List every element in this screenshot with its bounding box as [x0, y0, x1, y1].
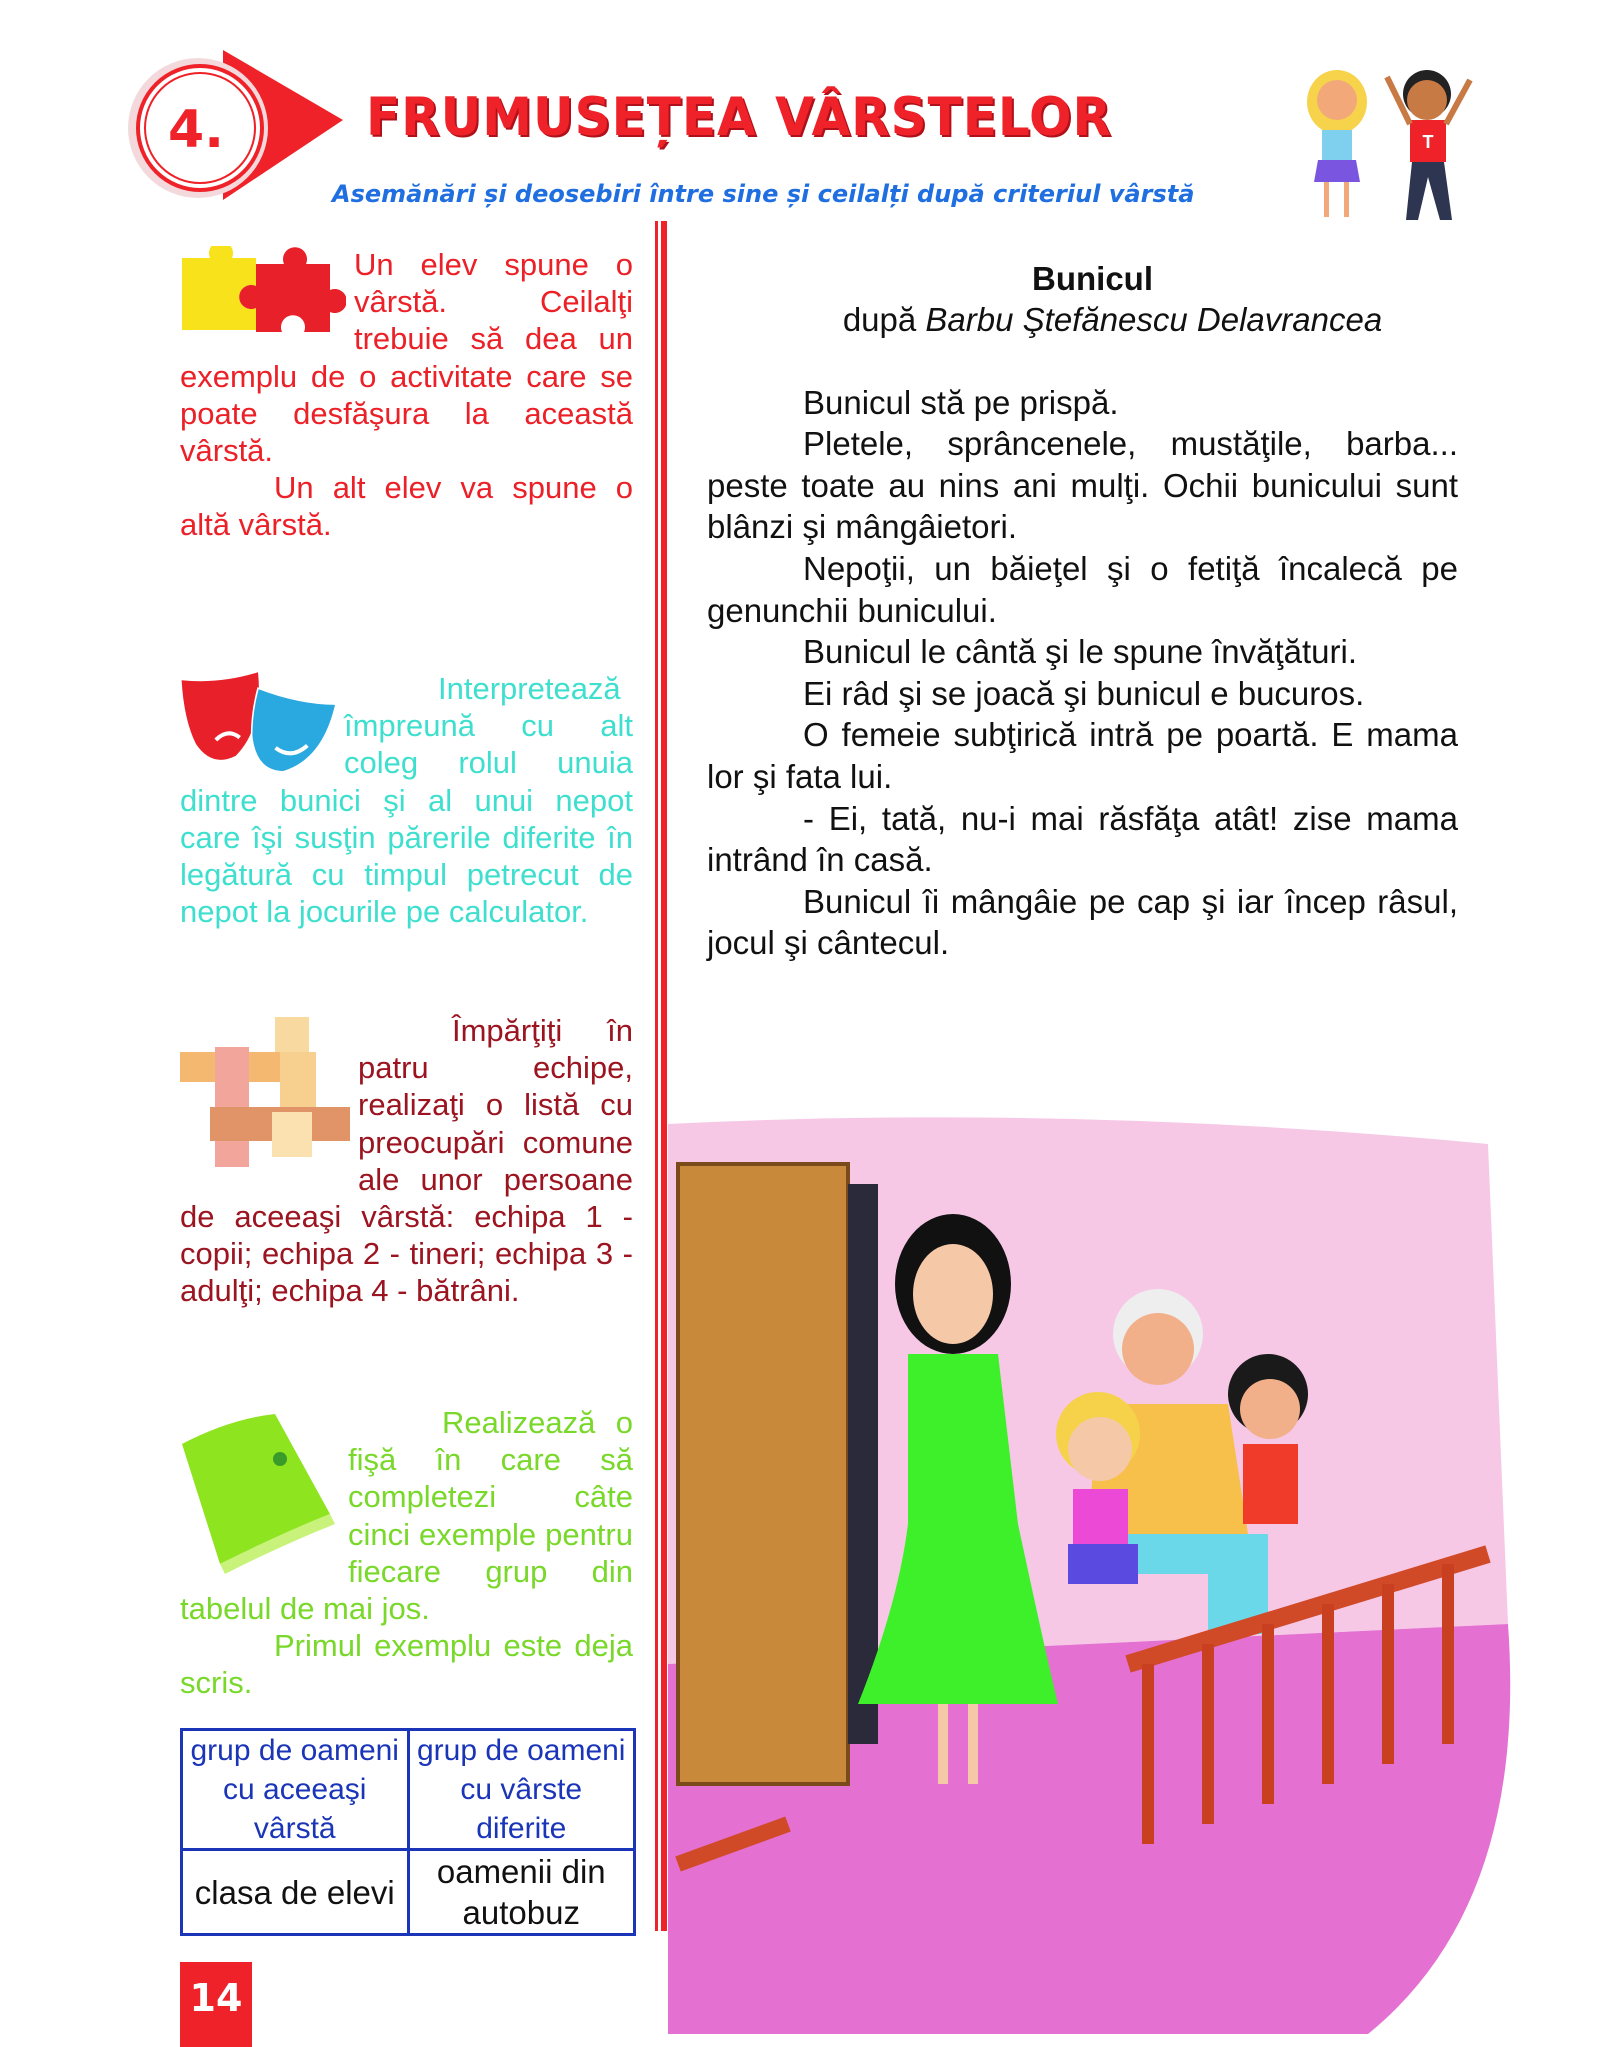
column-divider [655, 221, 667, 1931]
table-header: grup de oameni cu aceeaşi vârstă [182, 1730, 409, 1850]
theater-masks-icon [180, 670, 336, 778]
story-paragraph: Bunicul le cântă şi le spune învăţături. [803, 633, 1357, 671]
activity-age-examples [180, 246, 633, 544]
lesson-number-badge [128, 50, 358, 210]
page-subtitle: Asemănări și deosebiri între sine și ceilalți după criteriul vârstă [332, 180, 1195, 208]
age-groups-table [180, 1728, 636, 1936]
activity-text: Realizează o fişă în care să completezi câte cinci exemple pentru fiecare grup din tabelul de mai jos. [180, 1405, 633, 1627]
activity-team-list [180, 1012, 633, 1310]
puzzle-icon [180, 246, 346, 350]
story-paragraph: Pletele, sprâncenele, mustăţile, barba... peste toate au nins ani mulţi. Ochii bunicului sunt blânzi şi mângâietori. [707, 425, 1458, 546]
table-header: grup de oameni cu vârste diferite [408, 1730, 635, 1850]
story-author: Barbu Ştefănescu Delavrancea [925, 301, 1383, 338]
svg-text:T: T [1422, 132, 1434, 152]
table-cell: oamenii din autobuz [408, 1850, 635, 1935]
activity-text: Interpretează împreună cu alt coleg rolul unuia dintre bunici şi al unui nepot care îşi susţin părerile diferite în legătură cu timpul petrecut de nepot la jocurile pe calculator. [180, 671, 633, 930]
story-paragraph: Ei râd şi se joacă şi bunicul e bucuros. [803, 674, 1365, 712]
waving-children-illustration [1292, 62, 1482, 224]
family-porch-illustration [668, 1104, 1528, 2044]
story-paragraph: Bunicul stă pe prispă. [803, 383, 1119, 421]
folder-icon [180, 1404, 340, 1590]
activity-text: Primul exemplu este deja scris. [180, 1628, 633, 1701]
page-title: FRUMUSEȚEA VÂRSTELOR [366, 86, 1113, 148]
author-prefix: după [842, 301, 926, 338]
activity-text: Un elev spune o vârstă. Ceilalţi trebuie să dea un exemplu de o activitate care se poate desfăşura la această vârstă. [180, 247, 633, 469]
story-paragraph: Nepoţii, un băieţel şi o fetiţă încalecă pe genunchii bunicului. [707, 549, 1458, 629]
story-paragraph: - Ei, tată, nu-i mai răsfăţa atât! zise mama intrând în casă. [707, 799, 1458, 879]
story-title: Bunicul [1032, 260, 1153, 297]
story-paragraph: Bunicul îi mângâie pe cap şi iar încep râsul, jocul şi cântecul. [707, 882, 1458, 962]
activity-worksheet [180, 1404, 633, 1702]
joined-hands-icon [180, 1012, 350, 1198]
activity-text: Împărţiţi în patru echipe, realizaţi o listă cu preocupări comune ale unor persoane de aceeaşi vârstă: echipa 1 - copii; echipa 2 - tineri; echipa 3 - adulţi; echipa 4 - bătrâni. [180, 1013, 633, 1309]
story-text [707, 258, 1458, 964]
lesson-number: 4. [168, 100, 224, 160]
table-cell: clasa de elevi [182, 1850, 409, 1935]
story-author-line [707, 299, 1458, 341]
activity-role-play [180, 670, 633, 930]
story-paragraph: O femeie subţirică intră pe poartă. E mama lor şi fata lui. [707, 716, 1458, 795]
page-number: 14 [180, 1962, 252, 2047]
activity-text: Un alt elev va spune o altă vârstă. [180, 470, 633, 543]
table-row [182, 1850, 635, 1935]
